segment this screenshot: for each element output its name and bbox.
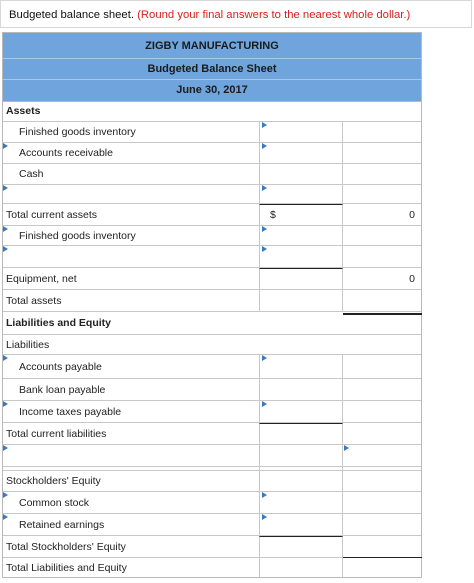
table-row: [3, 164, 421, 185]
amount-input[interactable]: [259, 379, 343, 400]
equipment-net-value: 0: [409, 272, 415, 285]
sum-underline: [343, 557, 422, 558]
table-header: [3, 33, 421, 102]
table-row: [3, 226, 421, 246]
amount-input[interactable]: [259, 492, 343, 513]
dropdown-arrow-icon[interactable]: [3, 355, 8, 361]
amount-input[interactable]: [259, 536, 343, 557]
amount-input[interactable]: [259, 226, 343, 245]
dropdown-arrow-icon[interactable]: [262, 246, 267, 252]
total-assets-label: Total assets: [6, 294, 62, 307]
amount-input[interactable]: [259, 204, 343, 225]
amount-input[interactable]: [259, 143, 343, 163]
instructions: [0, 0, 472, 28]
assets-heading: Assets: [6, 105, 41, 117]
amount-input[interactable]: [259, 514, 343, 535]
stockholders-equity-heading: Stockholders' Equity: [6, 475, 101, 487]
rounding-note: (Round your final answers to the nearest whole dollar.): [137, 9, 411, 21]
total-stockholders-equity-input[interactable]: [343, 536, 421, 557]
total-cell: [343, 379, 421, 400]
dropdown-arrow-icon[interactable]: [262, 143, 267, 149]
dropdown-arrow-icon[interactable]: [262, 401, 267, 407]
amount-input[interactable]: [259, 185, 343, 203]
equipment-net-label: Equipment, net: [6, 272, 77, 285]
total-cell: [343, 355, 421, 378]
total-cell: [343, 246, 421, 267]
table-row: [3, 335, 421, 355]
dropdown-arrow-icon[interactable]: [262, 514, 267, 520]
table-row: [3, 185, 421, 204]
dropdown-arrow-icon[interactable]: [262, 226, 267, 232]
table-row: [3, 445, 421, 467]
table-row: [3, 558, 421, 577]
balance-sheet-table: [2, 32, 422, 578]
amount-input[interactable]: [259, 290, 343, 311]
statement-title: Budgeted Balance Sheet: [147, 63, 277, 75]
table-row: [3, 290, 421, 312]
amount-input[interactable]: [259, 268, 343, 289]
total-current-liabilities-input[interactable]: [343, 423, 421, 444]
total-cell[interactable]: [343, 445, 421, 466]
dropdown-arrow-icon[interactable]: [3, 492, 8, 498]
bank-loan-payable-label: Bank loan payable: [19, 383, 106, 396]
total-liabilities-equity-input[interactable]: [343, 558, 421, 577]
amount-input[interactable]: [259, 246, 343, 267]
table-row: [3, 312, 421, 335]
dropdown-arrow-icon[interactable]: [262, 355, 267, 361]
amount-input[interactable]: [259, 122, 343, 142]
table-row: [3, 492, 421, 514]
total-current-assets-value: 0: [409, 208, 415, 221]
dropdown-arrow-icon[interactable]: [3, 246, 8, 252]
amount-input: [259, 471, 343, 491]
accounts-payable-label[interactable]: Accounts payable: [19, 360, 102, 373]
total-cell: [343, 226, 421, 245]
finished-goods-label[interactable]: Finished goods inventory: [19, 229, 136, 242]
dropdown-arrow-icon[interactable]: [262, 492, 267, 498]
table-row: [3, 143, 421, 164]
equipment-net-input[interactable]: [343, 268, 421, 289]
total-cell: [343, 492, 421, 513]
amount-input[interactable]: [259, 445, 343, 466]
total-cell: [343, 143, 421, 163]
table-row: [3, 204, 421, 226]
table-row: [3, 470, 421, 492]
finished-goods-label: Finished goods inventory: [19, 126, 136, 138]
table-row: [3, 355, 421, 379]
table-row: [3, 246, 421, 268]
instruction-text: Budgeted balance sheet.: [9, 9, 138, 21]
dropdown-arrow-icon[interactable]: [3, 401, 8, 407]
dropdown-arrow-icon[interactable]: [262, 185, 267, 191]
total-cell: [343, 514, 421, 535]
total-cell: [343, 164, 421, 184]
total-current-assets-label: Total current assets: [6, 208, 98, 221]
dropdown-arrow-icon[interactable]: [3, 185, 8, 191]
statement-date: June 30, 2017: [176, 84, 248, 96]
dropdown-arrow-icon[interactable]: [3, 226, 8, 232]
liabilities-equity-heading: Liabilities and Equity: [6, 317, 112, 329]
amount-input[interactable]: [259, 558, 343, 577]
table-row: [3, 379, 421, 401]
amount-input[interactable]: [259, 401, 343, 422]
liabilities-heading: Liabilities: [6, 338, 50, 351]
amount-input[interactable]: [259, 355, 343, 378]
dropdown-arrow-icon[interactable]: [3, 514, 8, 520]
retained-earnings-label[interactable]: Retained earnings: [19, 518, 105, 531]
cash-label: Cash: [19, 168, 44, 180]
dropdown-arrow-icon[interactable]: [262, 122, 267, 128]
total-cell: [343, 401, 421, 422]
common-stock-label[interactable]: Common stock: [19, 496, 90, 509]
accounts-receivable-label[interactable]: Accounts receivable: [19, 147, 113, 159]
company-name: ZIGBY MANUFACTURING: [145, 40, 279, 52]
header-divider: [3, 58, 421, 59]
table-row: [3, 423, 421, 445]
amount-input[interactable]: [259, 164, 343, 184]
total-cell: [343, 185, 421, 203]
total-current-assets-input[interactable]: [343, 204, 421, 225]
amount-input[interactable]: [259, 423, 343, 444]
table-row: [3, 122, 421, 143]
total-liabilities-equity-label: Total Liabilities and Equity: [6, 561, 127, 574]
table-row: [3, 401, 421, 423]
table-row: [3, 514, 421, 536]
dropdown-arrow-icon[interactable]: [344, 445, 349, 451]
income-taxes-payable-label[interactable]: Income taxes payable: [19, 405, 122, 418]
total-current-liabilities-label: Total current liabilities: [6, 427, 107, 440]
table-row: [3, 268, 421, 290]
dropdown-arrow-icon[interactable]: [3, 143, 8, 149]
table-row: [3, 101, 421, 122]
header-divider: [3, 79, 421, 80]
total-stockholders-equity-label: Total Stockholders' Equity: [6, 540, 126, 553]
dropdown-arrow-icon[interactable]: [3, 445, 8, 451]
total-assets-input[interactable]: [343, 290, 421, 311]
table-row: [3, 536, 421, 558]
total-cell: [343, 122, 421, 142]
currency-symbol: $: [270, 209, 276, 221]
